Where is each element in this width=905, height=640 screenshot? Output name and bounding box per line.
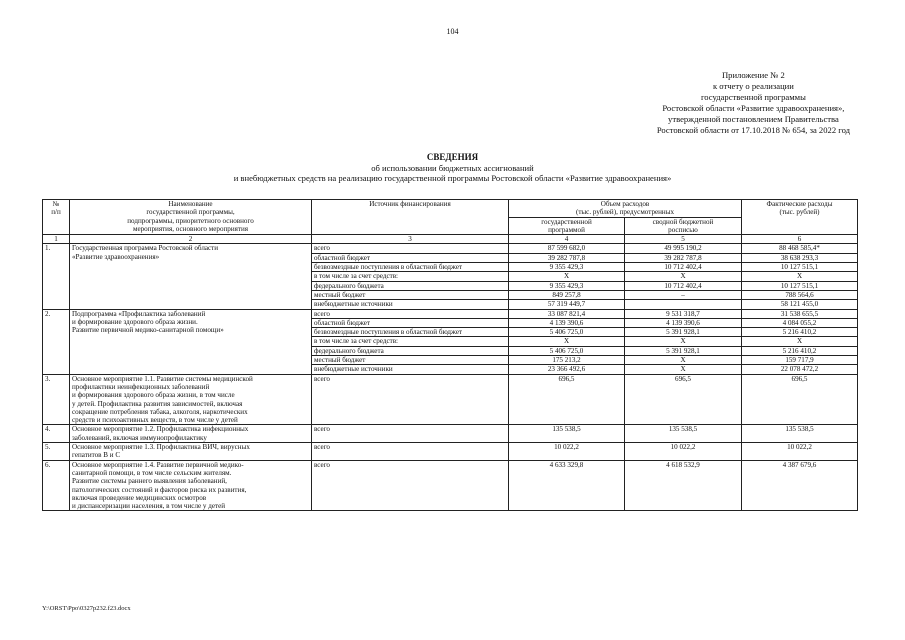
amount-v5: 49 995 190,2 <box>625 244 742 253</box>
table-row <box>43 374 858 425</box>
amount-v4: 4 139 390,6 <box>509 318 625 327</box>
funding-source: всего <box>312 244 509 253</box>
funding-source: местный бюджет <box>312 356 509 365</box>
header-actual-line: Фактические расходы <box>766 200 833 208</box>
row-number: 3. <box>43 374 70 425</box>
funding-source: всего <box>312 443 509 461</box>
header-name-line: Наименование <box>168 200 213 208</box>
table-row <box>43 425 858 443</box>
amount-v6: 159 717,9 <box>742 356 858 365</box>
amount-v4: 849 257,8 <box>509 290 625 299</box>
amount-v5: 10 712 402,4 <box>625 281 742 290</box>
item-name-line: Государственная программа Ростовской области <box>72 244 219 253</box>
row-number: 2. <box>43 309 70 374</box>
amount-v4: X <box>509 272 625 281</box>
amount-v6: 22 078 472,2 <box>742 365 858 374</box>
amount-v5: 10 022,2 <box>625 443 742 461</box>
row-number: 6. <box>43 460 70 511</box>
amount-v5: X <box>625 337 742 346</box>
funding-source: всего <box>312 374 509 425</box>
funding-source: всего <box>312 460 509 511</box>
table-header-row <box>43 200 858 218</box>
header-name-line: мероприятия, основного мероприятия <box>132 224 249 233</box>
header-actual <box>742 200 858 235</box>
item-name-line: Основное мероприятие 1.2. Профилактика инфекционных <box>72 425 249 434</box>
amount-v4: 5 406 725,0 <box>509 346 625 355</box>
table-row <box>43 460 858 511</box>
item-name <box>70 460 312 511</box>
item-name-line: средств и психоактивных веществ, в том числе у детей <box>72 416 238 425</box>
amount-v5: 696,5 <box>625 374 742 425</box>
header-state-program-line: программой <box>548 225 585 234</box>
amount-v6: 5 216 410,2 <box>742 346 858 355</box>
item-name-line: Основное мероприятие 1.1. Развитие системы медицинской <box>72 374 253 383</box>
document-heading <box>0 152 905 184</box>
funding-source: федерального бюджета <box>312 346 509 355</box>
amount-v6: X <box>742 337 858 346</box>
column-number-row <box>43 235 858 244</box>
table-row <box>43 244 858 253</box>
header-budget-list-line: сводной бюджетной <box>652 217 714 226</box>
funding-source: безвозмездные поступления в областной бюджет <box>312 328 509 337</box>
appendix-line: к отчету о реализации <box>712 81 794 91</box>
amount-v4: 10 022,2 <box>509 443 625 461</box>
appendix-line: Приложение № 2 <box>721 70 785 80</box>
item-name-line: включая проведение медицинских осмотров <box>72 493 207 502</box>
amount-v6: 788 564,6 <box>742 290 858 299</box>
amount-v5: X <box>625 356 742 365</box>
item-name <box>70 244 312 309</box>
item-name-line: Развитие системы раннего выявления заболеваний, <box>72 477 227 486</box>
amount-v6: X <box>742 272 858 281</box>
header-num-line: № <box>52 200 60 208</box>
item-name <box>70 443 312 461</box>
amount-v5: 9 531 318,7 <box>625 309 742 318</box>
item-name <box>70 309 312 374</box>
funding-source: в том числе за счет средств: <box>312 272 509 281</box>
header-volume <box>509 200 742 218</box>
amount-v6: 38 638 293,3 <box>742 253 858 262</box>
amount-v4: 175 213,2 <box>509 356 625 365</box>
amount-v4: 4 633 329,8 <box>509 460 625 511</box>
column-number: 3 <box>312 235 509 244</box>
row-number: 1. <box>43 244 70 309</box>
table-row <box>43 443 858 461</box>
funding-source: местный бюджет <box>312 290 509 299</box>
item-name-line: «Развитие здравоохранения» <box>72 252 160 261</box>
amount-v6: 696,5 <box>742 374 858 425</box>
expenditure-table <box>42 199 858 511</box>
amount-v5: X <box>625 272 742 281</box>
file-path-footer: Y:\ORST\Ppo\0327p232.f23.docx <box>42 605 131 612</box>
amount-v5: – <box>625 290 742 299</box>
column-number: 2 <box>70 235 312 244</box>
amount-v6: 135 538,5 <box>742 425 858 443</box>
amount-v5: 39 282 787,8 <box>625 253 742 262</box>
header-budget-list <box>625 217 742 235</box>
funding-source: всего <box>312 425 509 443</box>
item-name-line: санитарной помощи, в том числе сельским жителям. <box>72 468 232 477</box>
amount-v5: 5 391 928,1 <box>625 346 742 355</box>
item-name-line: заболеваний, включая иммунопрофилактику <box>72 433 207 442</box>
funding-source: безвозмездные поступления в областной бюджет <box>312 263 509 272</box>
amount-v4: 57 319 449,7 <box>509 300 625 309</box>
header-num <box>43 200 70 235</box>
header-state-program-line: государственной <box>541 217 592 226</box>
row-number: 4. <box>43 425 70 443</box>
item-name-line: Основное мероприятие 1.4. Развитие первичной медико- <box>72 460 244 469</box>
header-volume-line: (тыс. рублей), предусмотренных <box>575 208 675 217</box>
amount-v5 <box>625 300 742 309</box>
amount-v5: X <box>625 365 742 374</box>
item-name-line: и формирование здорового образа жизни. <box>72 317 198 326</box>
amount-v4: 87 599 682,0 <box>509 244 625 253</box>
appendix-line: Ростовской области от 17.10.2018 № 654, за 2022 год <box>656 125 850 135</box>
amount-v4: 39 282 787,8 <box>509 253 625 262</box>
header-volume-line: Объем расходов <box>600 200 650 208</box>
funding-source: внебюджетные источники <box>312 300 509 309</box>
document-subtitle: и внебюджетных средств на реализацию государственной программы Ростовской области «Развитие здравоохранения» <box>233 173 672 183</box>
funding-source: в том числе за счет средств: <box>312 337 509 346</box>
header-name <box>70 200 312 235</box>
amount-v6: 10 127 515,1 <box>742 281 858 290</box>
item-name-line: гепатитов В и С <box>72 451 121 460</box>
funding-source: федерального бюджета <box>312 281 509 290</box>
column-number: 4 <box>509 235 625 244</box>
amount-v6: 4 387 679,6 <box>742 460 858 511</box>
amount-v4: 23 366 492,6 <box>509 365 625 374</box>
amount-v6: 10 127 515,1 <box>742 263 858 272</box>
amount-v6: 58 121 455,0 <box>742 300 858 309</box>
amount-v5: 4 618 532,9 <box>625 460 742 511</box>
item-name-line: профилактики неинфекционных заболеваний <box>72 382 210 391</box>
header-source: Источник финансирования <box>312 200 509 235</box>
table-body <box>43 244 858 511</box>
header-state-program <box>509 217 625 235</box>
column-number: 5 <box>625 235 742 244</box>
funding-source: областной бюджет <box>312 318 509 327</box>
column-number: 1 <box>43 235 70 244</box>
amount-v5: 135 538,5 <box>625 425 742 443</box>
amount-v5: 5 391 928,1 <box>625 328 742 337</box>
amount-v4: 696,5 <box>509 374 625 425</box>
amount-v4: 9 355 429,3 <box>509 281 625 290</box>
amount-v4: 135 538,5 <box>509 425 625 443</box>
amount-v4: 33 087 821,4 <box>509 309 625 318</box>
amount-v5: 10 712 402,4 <box>625 263 742 272</box>
funding-source: всего <box>312 309 509 318</box>
header-budget-list-line: росписью <box>668 225 698 234</box>
item-name <box>70 425 312 443</box>
funding-source: внебюджетные источники <box>312 365 509 374</box>
header-num-line: п/п <box>51 208 61 217</box>
table-row <box>43 309 858 318</box>
header-name-line: подпрограммы, приоритетного основного <box>127 216 254 225</box>
item-name-line: Основное мероприятие 1.3. Профилактика ВИЧ, вирусных <box>72 443 250 452</box>
item-name <box>70 374 312 425</box>
appendix-line: государственной программы <box>700 92 806 102</box>
amount-v4: X <box>509 337 625 346</box>
row-number: 5. <box>43 443 70 461</box>
header-actual-line: (тыс. рублей) <box>779 208 820 217</box>
funding-source: областной бюджет <box>312 253 509 262</box>
item-name-line: и диспансеризации населения, в том числе у детей <box>72 502 226 511</box>
header-name-line: государственной программы, <box>146 208 235 217</box>
item-name-line: у детей. Профилактика развития зависимостей, включая <box>72 399 243 408</box>
amount-v6: 88 468 585,4* <box>742 244 858 253</box>
column-number: 6 <box>742 235 858 244</box>
amount-v6: 10 022,2 <box>742 443 858 461</box>
amount-v6: 4 084 055,2 <box>742 318 858 327</box>
amount-v4: 5 406 725,0 <box>509 328 625 337</box>
page-number: 104 <box>446 27 459 36</box>
appendix-block <box>657 70 850 136</box>
document-subtitle: об использовании бюджетных ассигнований <box>371 162 534 173</box>
appendix-line: Ростовской области «Развитие здравоохранения», <box>662 103 845 113</box>
item-name-line: и формирования здорового образа жизни, в том числе <box>72 391 235 400</box>
amount-v6: 5 216 410,2 <box>742 328 858 337</box>
item-name-line: сокращение потребления табака, алкоголя, наркотических <box>72 407 248 416</box>
amount-v6: 31 538 655,5 <box>742 309 858 318</box>
item-name-line: Развитие первичной медико-санитарной помощи» <box>72 326 224 335</box>
item-name-line: Подпрограмма «Профилактика заболеваний <box>72 309 206 318</box>
amount-v4: 9 355 429,3 <box>509 263 625 272</box>
amount-v5: 4 139 390,6 <box>625 318 742 327</box>
item-name-line: патологических состояний и факторов риска их развития, <box>72 485 247 494</box>
document-title: СВЕДЕНИЯ <box>426 152 479 162</box>
appendix-line: утвержденной постановлением Правительства <box>668 114 839 124</box>
